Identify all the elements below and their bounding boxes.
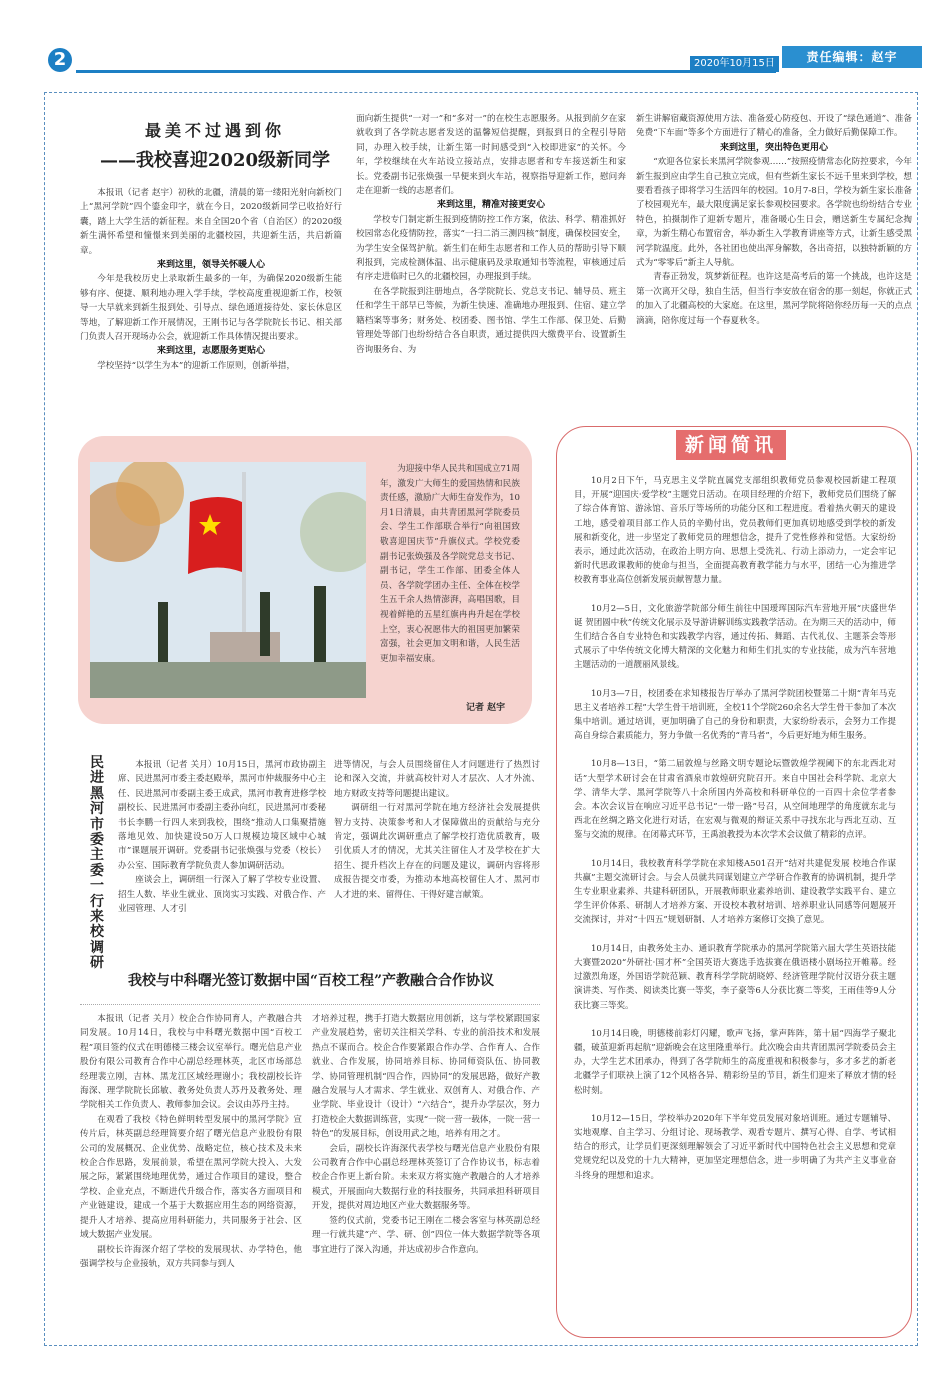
photo-caption: 为迎接中华人民共和国成立71周年，激发广大师生的爱国热情和民族责任感，激励广大师生奋发作为，10月1日清晨，由共青团黑河学院委员会、学生工作部联合举行“向祖国致敬喜迎国庆节”升旗仪式。学校党委副书记张焕强及各学院党总支书记、副书记，学生工作部、团委全体人员、各学院学团办主任、全体在校学生五千余人热情澎湃，高唱国歌，目视着鲜艳的五星红旗冉冉升起在学校上空，衷心祝愿伟大的祖国更加繁荣富强，社会更加文明和谐，人民生活更加幸福安康。 (380, 464, 520, 664)
news-brief-item: 10月2—5日，文化旅游学院部分师生前往中国瑷珲国际汽车营地开展“庆盛世华诞 贺团圆中秋”传统文化展示及导游讲解训练实践教学活动。在为期三天的活动中，师生们结合各自专业特色和实践教学内容，通过传拓、舞蹈、古代礼仪、主题茶会等形式展示了中华传统文化博大精深的文化魅力和师生们扎实的专业技能，成为汽车营地主题活动的一道靓丽风景线。 (574, 603, 896, 671)
article-column (80, 186, 342, 404)
paragraph: 在各学院报到注册地点，各学院院长、党总支书记、辅导员、班主任和学生干部早已等候，为新生快速、准确地办理报到、住宿、建立学籍档案等事务；财务处、校团委、图书馆、学生工作部、保卫处、后勤管理处等部门也纷纷结合各自职责，通过提供四大缴费平台、设置新生咨询服务台、为 (356, 286, 626, 355)
paragraph: 进等情况，与会人员围绕留住人才问题进行了热烈讨论和深入交流，并就高校针对人才层次、人才外流、地方财政支持等问题提出建议。 (334, 760, 540, 799)
paragraph: 座谈会上，调研组一行深入了解了学校专业设置、招生人数、毕业生就业、顶岗实习实践、对俄合作、产业园管理、人才引 (118, 875, 326, 915)
paragraph: 新生讲解宿藏资源使用方法、准备爱心防疫包、开设了“绿色通道”、准备免费“下车面”等多个方面进行了精心的准备，全力做好后勤保障工作。 (636, 114, 912, 139)
paragraph: 面向新生提供“一对一”和“多对一”的在校生志愿服务。从报到前夕在家就收到了各学院志愿者发送的温馨短信提醒，到报到日的全程引导陪同，办理入校手续，让新生第一时间感受到“入校即进家”的关怀。今年，学校继续在火车站设立接站点，安排志愿者和专车接送新生和家长。党委副书记张焕强一早便来到火车站，视察指导迎新工作，慰问奔走在迎新一线的志愿者们。 (356, 114, 626, 197)
article-column (312, 1012, 540, 1330)
news-brief-list (574, 474, 896, 1197)
article-headline: 我校与中科曙光签订数据中国“百校工程”产教融合合作协议 (127, 973, 495, 989)
news-brief-item: 10月14日，我校教育科学学院在求知楼A501召开“结对共建促发展 校地合作谋共赢”主题交流研讨会。与会人员就共同谋划建立产学研合作教育的协调机制，提升学生专业职业素养、共建科研团队，开展教师职业素养培训、建设教学实践平台、建立学生评价体系、研制人才培养方案、开设校本教材培训、培养职业认同感等问题展开交流探讨，并对“十四五”规划研制、人才培养方案修订交换了意见。 (574, 858, 896, 926)
paragraph: 会后，副校长许海深代表学校与曙光信息产业股份有限公司教育合作中心副总经理林英签订了合作协议书，标志着校企合作更上新台阶。未来双方将实施产教融合的人才培养模式，开展面向大数据行业的科技服务，共同承担科研项目开发，提供对周边地区产业大数据服务等。 (312, 1143, 540, 1212)
page-number: 2 (48, 48, 72, 72)
news-brief-item: 10月12—15日，学校举办2020年下半年党员发展对象培训班。通过专题辅导、实地观摩、自主学习、分组讨论、现场教学、观看专题片、撰写心得、自学、考试相结合的形式，让学员们更深刻理解领会了习近平新时代中国特色社会主义思想和党章党规党纪以及党的十九大精神，更加坚定理想信念，进一步明确了为共产主义事业奋斗终身的理想和追求。 (574, 1113, 896, 1181)
paragraph: 本报讯（记者 关月）校企合作协同育人，产教融合共同发展。10月14日，我校与中科曙光数据中国“百校工程”项目签约仪式在明德楼三楼会议室举行。曙光信息产业股份有限公司教育合作中心副总经理林英，北区市场部总经理裴立刚，吉林、黑龙江区域经理谢小；我校副校长许海深、理学院院长邱敏、教务处负责人苏丹及教务处、理学院相关工作负责人、教师参加会议。会议由苏丹主持。 (80, 1014, 302, 1111)
flag-raising-photo (90, 462, 366, 698)
paragraph: “欢迎各位家长来黑河学院参观……”按照疫情常态化防控要求，今年新生报到应由学生自己独立完成，但有些新生家长不远千里来到学校，想要看看孩子即将学习生活四年的校园。10月7-8日，学校为新生家长准备了校园观光车，最大限度满足家长参观校园要求。各学院也纷纷结合专业特色，拍摄制作了迎新专题片，准备暖心生日会，赠送新生专属纪念掏章，为新生精心布置宿舍，举办新生入学教育讲座等方式，让新生感受黑河学院温度。此外，各社团也使出浑身解数，各出奇招，以独特新颖的方式为“零零后”新主人导航。 (636, 157, 912, 269)
paragraph: 调研组一行对黑河学院在地方经济社会发展提供智力支持、决策参考和人才保障做出的贡献给与充分肯定，强调此次调研重点了解学校打造优质教育，吸引优质人才的情况，尤其关注留住人才及学校在扩大招生、提升档次上存在的问题及建议，调研内容将形成报告提交市委，为推动本地高校留住人才、黑河市人才进的来、留得住、干得好建言献策。 (334, 803, 540, 900)
section-heading: 来到这里，志愿服务更贴心 (156, 346, 265, 357)
paragraph: 今年是我校历史上录取新生最多的一年，为确保2020级新生能够有序、便捷、顺利地办理入学手续，学校高度重视迎新工作，校领导一大早就来到新生报到处、引导点、绿色通道接待处、家长休息区等地，了解迎新工作开展情况，王刚书记与各学院院长书记、相关部门负责人召开现场办公会，就迎新工作具体情况提出要求。 (80, 274, 342, 343)
paragraph: 青春正勃发，筑梦新征程。也许这是高考后的第一个挑战，也许这是第一次离开父母，独自生活，但当行李安放在宿舍的那一刻起，你就正式的加入了北疆高校的大家庭。在这里，黑河学院将陪你经历每一天的点点滴滴，陪你度过每一个春夏秋冬。 (636, 272, 912, 326)
article-subheadline: ——我校喜迎2020级新同学 (99, 150, 331, 171)
paragraph: 学校专门制定新生报到疫情防控工作方案，依法、科学、精准抓好校园常态化疫情防控，落实“一扫二消三测四核”制度，确保校园安全，为学生安全保驾护航。新生们在师生志愿者和工作人员的帮助引导下顺利报到，完成检测体温、出示健康码及录取通知书等流程，审核通过后有序走进临时已久的北疆校园，办理报到手续。 (356, 214, 626, 283)
news-brief-item: 10月2日下午，马克思主义学院直属党支部组织教师党员参观校园新建工程项目，开展“迎国庆·爱学校”主题党日活动。在项目经理的介绍下，教师党员们围绕了解了综合体育馆、游泳馆、音乐厅等场所的功能分区和工程进度。看着热火朝天的建设工地，感受着项目部工作人员的辛勤付出，党员教师们更加真切地感受到学校的新发展和新变化，进一步坚定了教师党员的理想信念，提升了党性修养和觉悟。大家纷纷表示，通过此次活动，在政治上明方向、思想上受洗礼、行动上添动力，一定会牢记新时代思政课教师的使命与担当，全面提高教育教学能力与水平，团结一心为推进学校教育事业高位创新发展贡献智慧力量。 (574, 476, 896, 586)
page-header (0, 0, 932, 80)
section-heading: 来到这里，突出特色更用心 (719, 142, 828, 153)
article-column (80, 1012, 302, 1330)
paragraph: 才培养过程，携手打造大数据应用创新，这与学校紧跟国家产业发展趋势，密切关注相关学科、专业的前沿技术和发展热点不谋而合。校企合作要紧跟合作办学、合作育人、合作就业、合作发展，协同培养目标、协同师资队伍、协同教学、协同管理机制“四合作，四协同”的发展思路，做好产教融合发展与人才需求、学生就业、双创育人、对俄合作、产业学院、毕业设计（设计）“六结合”，提升办学层次，努力打造校企大数据训练营，实现“一院一营一载体，一院一营一特色”的发展目标，创设用武之地，培养有用之才。 (312, 1014, 540, 1140)
news-brief-item: 10月14日晚，明德楼前彩灯闪耀，歌声飞扬，掌声阵阵，第十届“四海学子聚北疆，破茧迎新再起航”迎新晚会在这里隆重举行。此次晚会由共青团黑河学院委员会主办，大学生艺术团承办，得到了各学院师生的高度重视和积极参与，多才多艺的新老北疆学子们联袂上演了12个风格各异、精彩纷呈的节目，新生们迎来了释放才情的轻松时刻。 (574, 1028, 896, 1096)
paragraph: 学校坚持“以学生为本”的迎新工作原则，创新举措， (97, 360, 296, 371)
photo-byline: 记者 赵宇 (466, 703, 506, 713)
section-heading: 来到这里，精准对接更安心 (436, 200, 545, 211)
news-brief-item: 10月14日，由教务处主办、通识教育学院承办的黑河学院第六届大学生英语技能大赛暨2020“外研社·国才杯”全国英语大赛选手选拔赛在俄语楼小剧场拉开帷幕。经过激烈角逐，外国语学院范颖、教育科学学院胡晓婷、经济管理学院付汉语分获主题演讲类、写作类、阅读类比赛一等奖，李子豪等6人分获比赛二等奖，王雨佳等9人分获比赛三等奖。 (574, 943, 896, 1011)
editor-badge: 责任编辑：赵宇 (782, 46, 922, 68)
news-brief-item: 10月8—13日，“第二届敦煌与丝路文明专题论坛暨敦煌学视阈下的东北西北对话”大型学术研讨会在甘肃省酒泉市敦煌研究院召开。来自中国社会科学院、北京大学、清华大学、黑河学院等八十余所国内外高校和科研单位的一百四十余位学者参会。本次会议旨在响应习近平总书记“一带一路”号召，从空间地理学的角度就东北与西北在丝绸之路文化进行对话，在宏观与微观的辩证关系中寻找东北与西北互动、互鉴与交流的规律。在闭幕式环节，王禹浪教授为本次学术会议做了精彩的点评。 (574, 759, 896, 841)
paragraph: 副校长许海深介绍了学校的发展现状、办学特色，他强调学校与企业接轨，双方共同参与到人 (80, 1244, 302, 1269)
article-column (356, 112, 626, 404)
article-vertical-headline: 民进黑河市委主委一行来校调研 (90, 755, 104, 972)
paragraph: 签约仪式前，党委书记王刚在二楼会客室与林英副总经理一行就共建“产、学、研、创”四位一体大数据学院等各项事宜进行了深入沟通，并达成初步合作意向。 (312, 1215, 540, 1255)
paragraph: 本报讯（记者 关月）10月15日，黑河市政协副主席、民进黑河市委主委赵殿举，黑河市仲裁服务中心主任、民进黑河市委副主委王成武，黑河市教育进修学校副校长、民进黑河市委副主委孙向红，民进黑河市委秘书长李鹏一行四人来到我校，围绕“推动人口集聚措施落地见效、加快建设50万人口规模边境区域中心城市”课题展开调研。党委副书记张焕强与党委（校长）办公室、国际教育学院负责人参加调研活动。 (118, 760, 326, 871)
header-rule (76, 70, 776, 73)
paragraph: 本报讯（记者 赵宇）初秋的北疆，清晨的第一缕阳光射向新校门上“黑河学院”四个鎏金印字，就在今日，2020级新同学已收拾好行囊，踏上大学生活的新征程。来自全国20个省（自治区）的2020级新生满怀希望和憧憬来到美丽的北疆校园，共迎新生活，共启新篇章。 (80, 188, 342, 256)
paragraph: 在观看了我校《特色鲜明转型发展中的黑河学院》宣传片后，林英副总经理简要介绍了曙光信息产业股份有限公司的发展概况、企业优势、战略定位，核心技术及未来校企合作思路，发展前景，希望在黑河学院大投入、大发展之际，紧紧围绕地理优势，通过合作项目的建设，整合学校、企业充点，不断进代升级合作，落实各方面项目和产业链建设，建成一个基于大数据应用生态的网络资源，提升人才培养、提高应用科研能力，共同服务于社会、区域大数据产业发展。 (80, 1114, 302, 1241)
divider (80, 1004, 540, 1005)
issue-date: 2020年10月15日 (690, 56, 779, 72)
article-column (636, 112, 912, 404)
article-headline: 最美不过遇到你 (144, 121, 285, 140)
article-column (334, 758, 540, 954)
section-heading: 来到这里，领导关怀暖人心 (156, 260, 265, 271)
news-brief-title: 新闻简讯 (676, 430, 786, 460)
article-column (118, 758, 326, 954)
news-brief-item: 10月3—7日，校团委在求知楼报告厅举办了黑河学院团校暨第二十期“青年马克思主义者培养工程”大学生骨干培训班，全校11个学院260余名大学生骨干参加了本次集中培训。通过培训，更加明确了自己的身份和职责，大家纷纷表示，会努力工作提高自身综合素质能力，努力争做一名优秀的“青马者”，今后更好地为师生服务。 (574, 688, 896, 742)
